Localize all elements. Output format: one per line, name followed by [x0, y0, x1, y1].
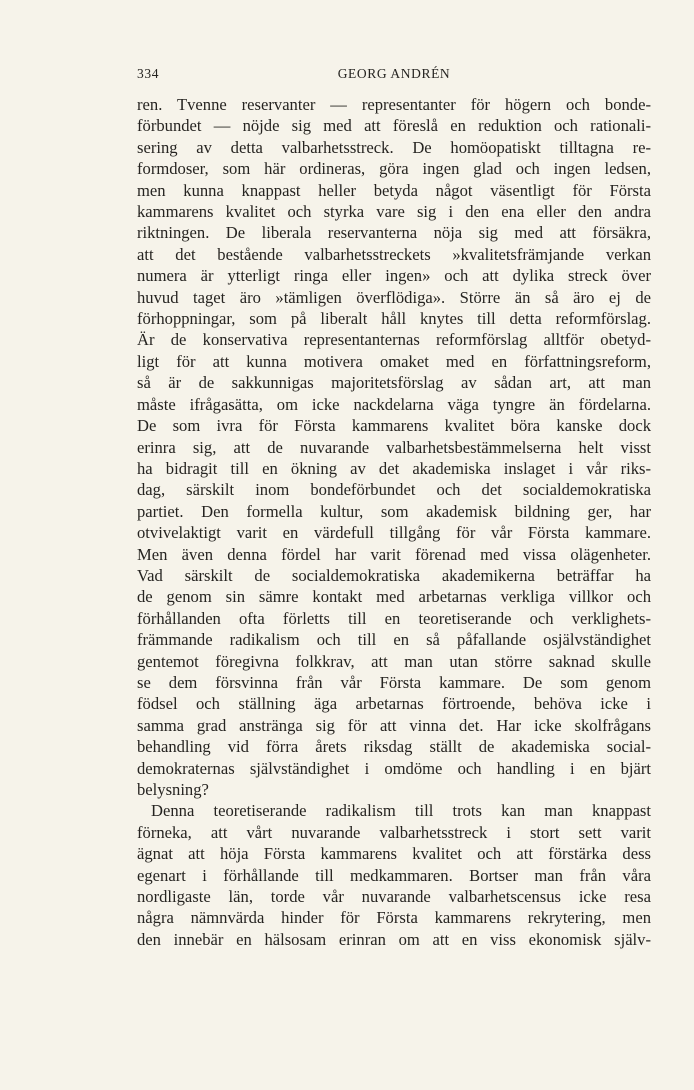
- page-number: 334: [137, 66, 160, 81]
- text-line: se dem försvinna från vår Första kammare. De som genom: [137, 672, 651, 692]
- text-line: att det bestående valbarhetsstreckets »kvalitetsfrämjande verkan: [137, 244, 651, 264]
- text-line: formdoser, som här ordineras, göra ingen glad och ingen ledsen,: [137, 159, 651, 179]
- text-line: nordligaste län, torde vår nuvarande valbarhetscensus icke resa: [137, 887, 651, 907]
- text-line: Men även denna fördel har varit förenad med vissa olägenheter.: [137, 544, 651, 564]
- text-line: förbundet — nöjde sig med att föreslå en reduktion och rationali-: [137, 116, 651, 136]
- text-line: otvivelaktigt varit en värdefull tillgång för vår Första kammare.: [137, 523, 651, 543]
- text-line: ren. Tvenne reservanter — representanter för högern och bonde-: [137, 95, 651, 114]
- text-line: den innebär en hälsosam erinran om att en viss ekonomisk själv-: [137, 929, 651, 949]
- text-line: gentemot föregivna folkkrav, att man utan större saknad skulle: [137, 651, 651, 671]
- text-line: huvud taget äro »tämligen överflödiga». Större än så äro ej de: [137, 287, 651, 307]
- text-line: sering av detta valbarhetsstreck. De homöopatiskt tilltagna re-: [137, 137, 651, 157]
- text-line: så är de sakkunnigas majoritetsförslag av sådan art, att man: [137, 373, 651, 393]
- text-line: de genom sin sämre kontakt med arbetarnas verkliga villkor och: [137, 587, 651, 607]
- text-line: förneka, att vårt nuvarande valbarhetsstreck i stort sett varit: [137, 822, 651, 842]
- paragraph: [137, 94, 651, 800]
- page-header: [137, 66, 651, 86]
- text-line: dag, särskilt inom bondeförbundet och det socialdemokratiska: [137, 480, 651, 500]
- text-line: men kunna knappast heller betyda något väsentligt för Första: [137, 180, 651, 200]
- text-line: riktningen. De liberala reservanterna nöja sig med att försäkra,: [137, 223, 651, 243]
- text-line: egenart i förhållande till medkammaren. Bortser man från våra: [137, 865, 651, 885]
- text-line: förhållanden ofta förletts till en teoretiserande och verklighets-: [137, 608, 651, 628]
- text-line: ligt för att kunna motivera omaket med en författningsreform,: [137, 351, 651, 371]
- text-line: behandling vid förra årets riksdag ställt de akademiska social-: [137, 737, 651, 757]
- paragraph: [137, 800, 651, 950]
- running-head: GEORG ANDRÉN: [337, 66, 451, 81]
- text-line: Vad särskilt de socialdemokratiska akademikerna beträffar ha: [137, 565, 651, 585]
- text-line: demokraternas självständighet i omdöme och handling i en bjärt: [137, 758, 651, 778]
- body-text: [137, 94, 651, 950]
- text-line: samma grad anstränga sig för att vinna det. Har icke skolfrågans: [137, 715, 651, 735]
- text-line: kammarens kvalitet och styrka vare sig i den ena eller den andra: [137, 202, 651, 222]
- text-line: numera är ytterligt ringa eller ingen» och att dylika streck över: [137, 266, 651, 286]
- text-line: måste ifrågasätta, om icke nackdelarna väga tyngre än fördelarna.: [137, 394, 651, 414]
- text-line: förhoppningar, som på liberalt håll knytes till detta reformförslag.: [137, 309, 651, 329]
- text-line: partiet. Den formella kultur, som akademisk bildning ger, har: [137, 501, 651, 521]
- text-line: främmande radikalism och till en så påfallande osjälvständighet: [137, 630, 651, 650]
- text-line: ägnat att höja Första kammarens kvalitet och att förstärka dess: [137, 844, 651, 864]
- text-line: belysning?: [137, 780, 209, 799]
- text-line: Är de konservativa representanternas reformförslag alltför obetyd-: [137, 330, 651, 350]
- text-line: Denna teoretiserande radikalism till trots kan man knappast: [151, 801, 651, 821]
- text-line: några nämnvärda hinder för Första kammarens rekrytering, men: [137, 908, 651, 928]
- text-line: födsel och ställning äga arbetarnas förtroende, behöva icke i: [137, 694, 651, 714]
- text-line: erinra sig, att de nuvarande valbarhetsbestämmelserna helt visst: [137, 437, 651, 457]
- text-line: ha bidragit till en ökning av det akademiska inslaget i vår riks-: [137, 458, 651, 478]
- text-line: De som ivra för Första kammarens kvalitet böra kanske dock: [137, 416, 651, 436]
